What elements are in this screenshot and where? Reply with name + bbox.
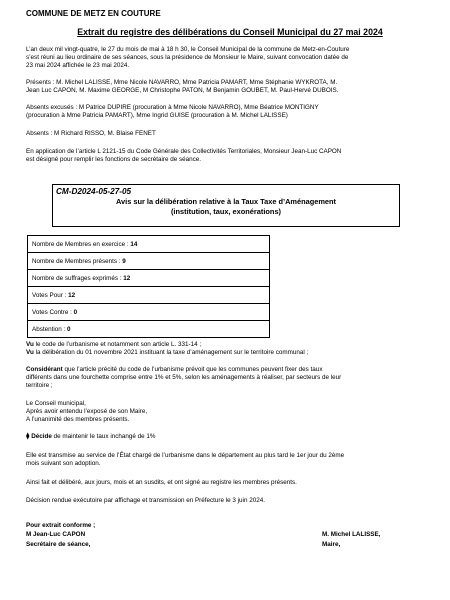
commune-header: COMMUNE DE METZ EN COUTURE xyxy=(26,9,161,18)
council-line-3: A l’unanimité des membres présents. xyxy=(26,416,130,423)
visa-1 xyxy=(26,341,424,349)
decision-lead: Décide xyxy=(31,433,52,440)
vote-cell xyxy=(28,236,270,253)
deliberation-subject-line-1: Avis sur la délibération relative à la Taux Taxe d’Aménagement xyxy=(115,197,337,206)
vote-value: 12 xyxy=(68,291,76,299)
visa-lead: Vu xyxy=(26,349,34,356)
council-line-2: Après avoir entendu l’exposé de son Maire, xyxy=(26,408,148,415)
closing-line: Ainsi fait et délibéré, aux jours, mois et an susdits, et ont signé au registre les membres présents. xyxy=(26,479,297,486)
excuses-line-1: Absents excusés : M Patrice DUPIRE (procuration à Mme Nicole NAVARRO), Mme Béatrice MONTIGNY xyxy=(26,104,319,111)
vote-value: 0 xyxy=(73,308,78,316)
secretary-line-1: En application de l’article L 2121-15 du Code Générale des Collectivités Territoriales, Monsieur Jean-Luc CAPON xyxy=(26,148,342,155)
right-signatory-role: Maire, xyxy=(322,541,341,548)
decision-text: de maintenir le taux inchangé de 1% xyxy=(51,433,156,440)
transmission-line-1: Elle est transmise au service de l’État chargé de l’urbanisme dans le département au plus tard le 1er jour du 2ème xyxy=(26,452,345,459)
presents-line-1: Présents : M. Michel LALISSE, Mme Nicole NAVARRO, Mme Patricia PAMART, Mme Stéphanie WYKROTA, M. xyxy=(26,79,338,86)
considerant-line-3: territoire ; xyxy=(26,382,53,389)
decision-line xyxy=(26,433,424,441)
vote-cell xyxy=(28,304,270,321)
visa-text: le code de l’urbanisme et notamment son article L. 331-14 ; xyxy=(33,341,202,348)
vote-value: 12 xyxy=(123,274,131,282)
vote-cell xyxy=(28,321,270,338)
left-signatory-name: M Jean-Luc CAPON xyxy=(26,531,86,538)
vote-cell xyxy=(28,270,270,287)
left-signatory-role: Secrétaire de séance, xyxy=(26,541,91,548)
council-line-1: Le Conseil municipal, xyxy=(26,400,86,407)
vote-value: 14 xyxy=(130,240,138,248)
visa-2 xyxy=(26,349,424,357)
deliberation-header-box xyxy=(52,184,400,227)
vote-cell xyxy=(28,287,270,304)
table-row xyxy=(28,253,270,270)
considerant-text: que l’article précité du code de l’urbanisme prévoit que les communes peuvent fixer des taux xyxy=(62,366,323,373)
deliberation-code: CM-D2024-05-27-05 xyxy=(56,187,132,196)
transmission-line-2: mois suivant son adoption. xyxy=(26,460,101,467)
certify-line: Pour extrait conforme ; xyxy=(26,522,96,529)
document-title: Extrait du registre des délibérations du Conseil Municipal du 27 mai 2024 xyxy=(77,27,383,37)
considerant-lead: Considérant xyxy=(26,366,63,373)
vote-label: Nombre de Membres présents : xyxy=(32,257,121,265)
vote-label: Abstention : xyxy=(32,325,66,333)
table-row xyxy=(28,287,270,304)
votes-table xyxy=(27,235,270,338)
vote-label: Votes Pour : xyxy=(32,291,67,299)
vote-value: 9 xyxy=(122,257,126,265)
visa-lead: Vu xyxy=(26,341,34,348)
vote-label: Nombre de Membres en exercice : xyxy=(32,240,129,248)
table-row xyxy=(28,321,270,338)
visa-text: la délibération du 01 novembre 2021 instituant la taxe d’aménagement sur le territoire communal ; xyxy=(33,349,309,356)
table-row xyxy=(28,270,270,287)
table-row xyxy=(28,304,270,321)
diamond-bullet-icon: ⧫ xyxy=(26,433,30,440)
intro-line-3: 23 mai 2024 affichée le 23 mai 2024. xyxy=(26,62,130,69)
vote-label: Votes Contre : xyxy=(32,308,72,316)
absents-line: Absents : M Richard RISSO, M. Blaise FENET xyxy=(26,130,156,137)
excuses-line-2: (procuration à Mme Patricia PAMART), Mme Ingrid GUISE (procuration à M. Michel LALISSE) xyxy=(26,112,288,119)
considerant-line-1 xyxy=(26,366,424,374)
table-row xyxy=(28,236,270,253)
vote-label: Nombre de suffrages exprimés : xyxy=(32,274,122,282)
executory-line: Décision rendue exécutoire par affichage et transmission en Préfecture le 3 juin 2024. xyxy=(26,497,265,504)
secretary-line-2: est désigné pour remplir les fonctions de secrétaire de séance. xyxy=(26,156,202,163)
deliberation-subject-line-2: (institution, taux, exonérations) xyxy=(170,207,282,216)
considerant-line-2: différents dans une fourchette comprise entre 1% et 5%, selon les aménagements à réaliser, par secteurs de leur xyxy=(26,374,342,381)
intro-line-2: s’est réuni au lieu ordinaire de ses séances, sous la présidence de Monsieur le Maire, suivant convocation datée de xyxy=(26,54,349,61)
vote-value: 0 xyxy=(67,325,71,333)
vote-cell xyxy=(28,253,270,270)
right-signatory-name: M. Michel LALISSE, xyxy=(322,531,381,538)
intro-line-1: L’an deux mil vingt-quatre, le 27 du mois de mai à 18 h 30, le Conseil Municipal de la commune de Metz-en-Couture xyxy=(26,46,350,53)
presents-line-2: Jean Luc CAPON, M. Maxime GEORGE, M Christophe PATON, M Benjamin GOUBET, M. Paul-Hervé DUBOIS. xyxy=(26,87,339,94)
